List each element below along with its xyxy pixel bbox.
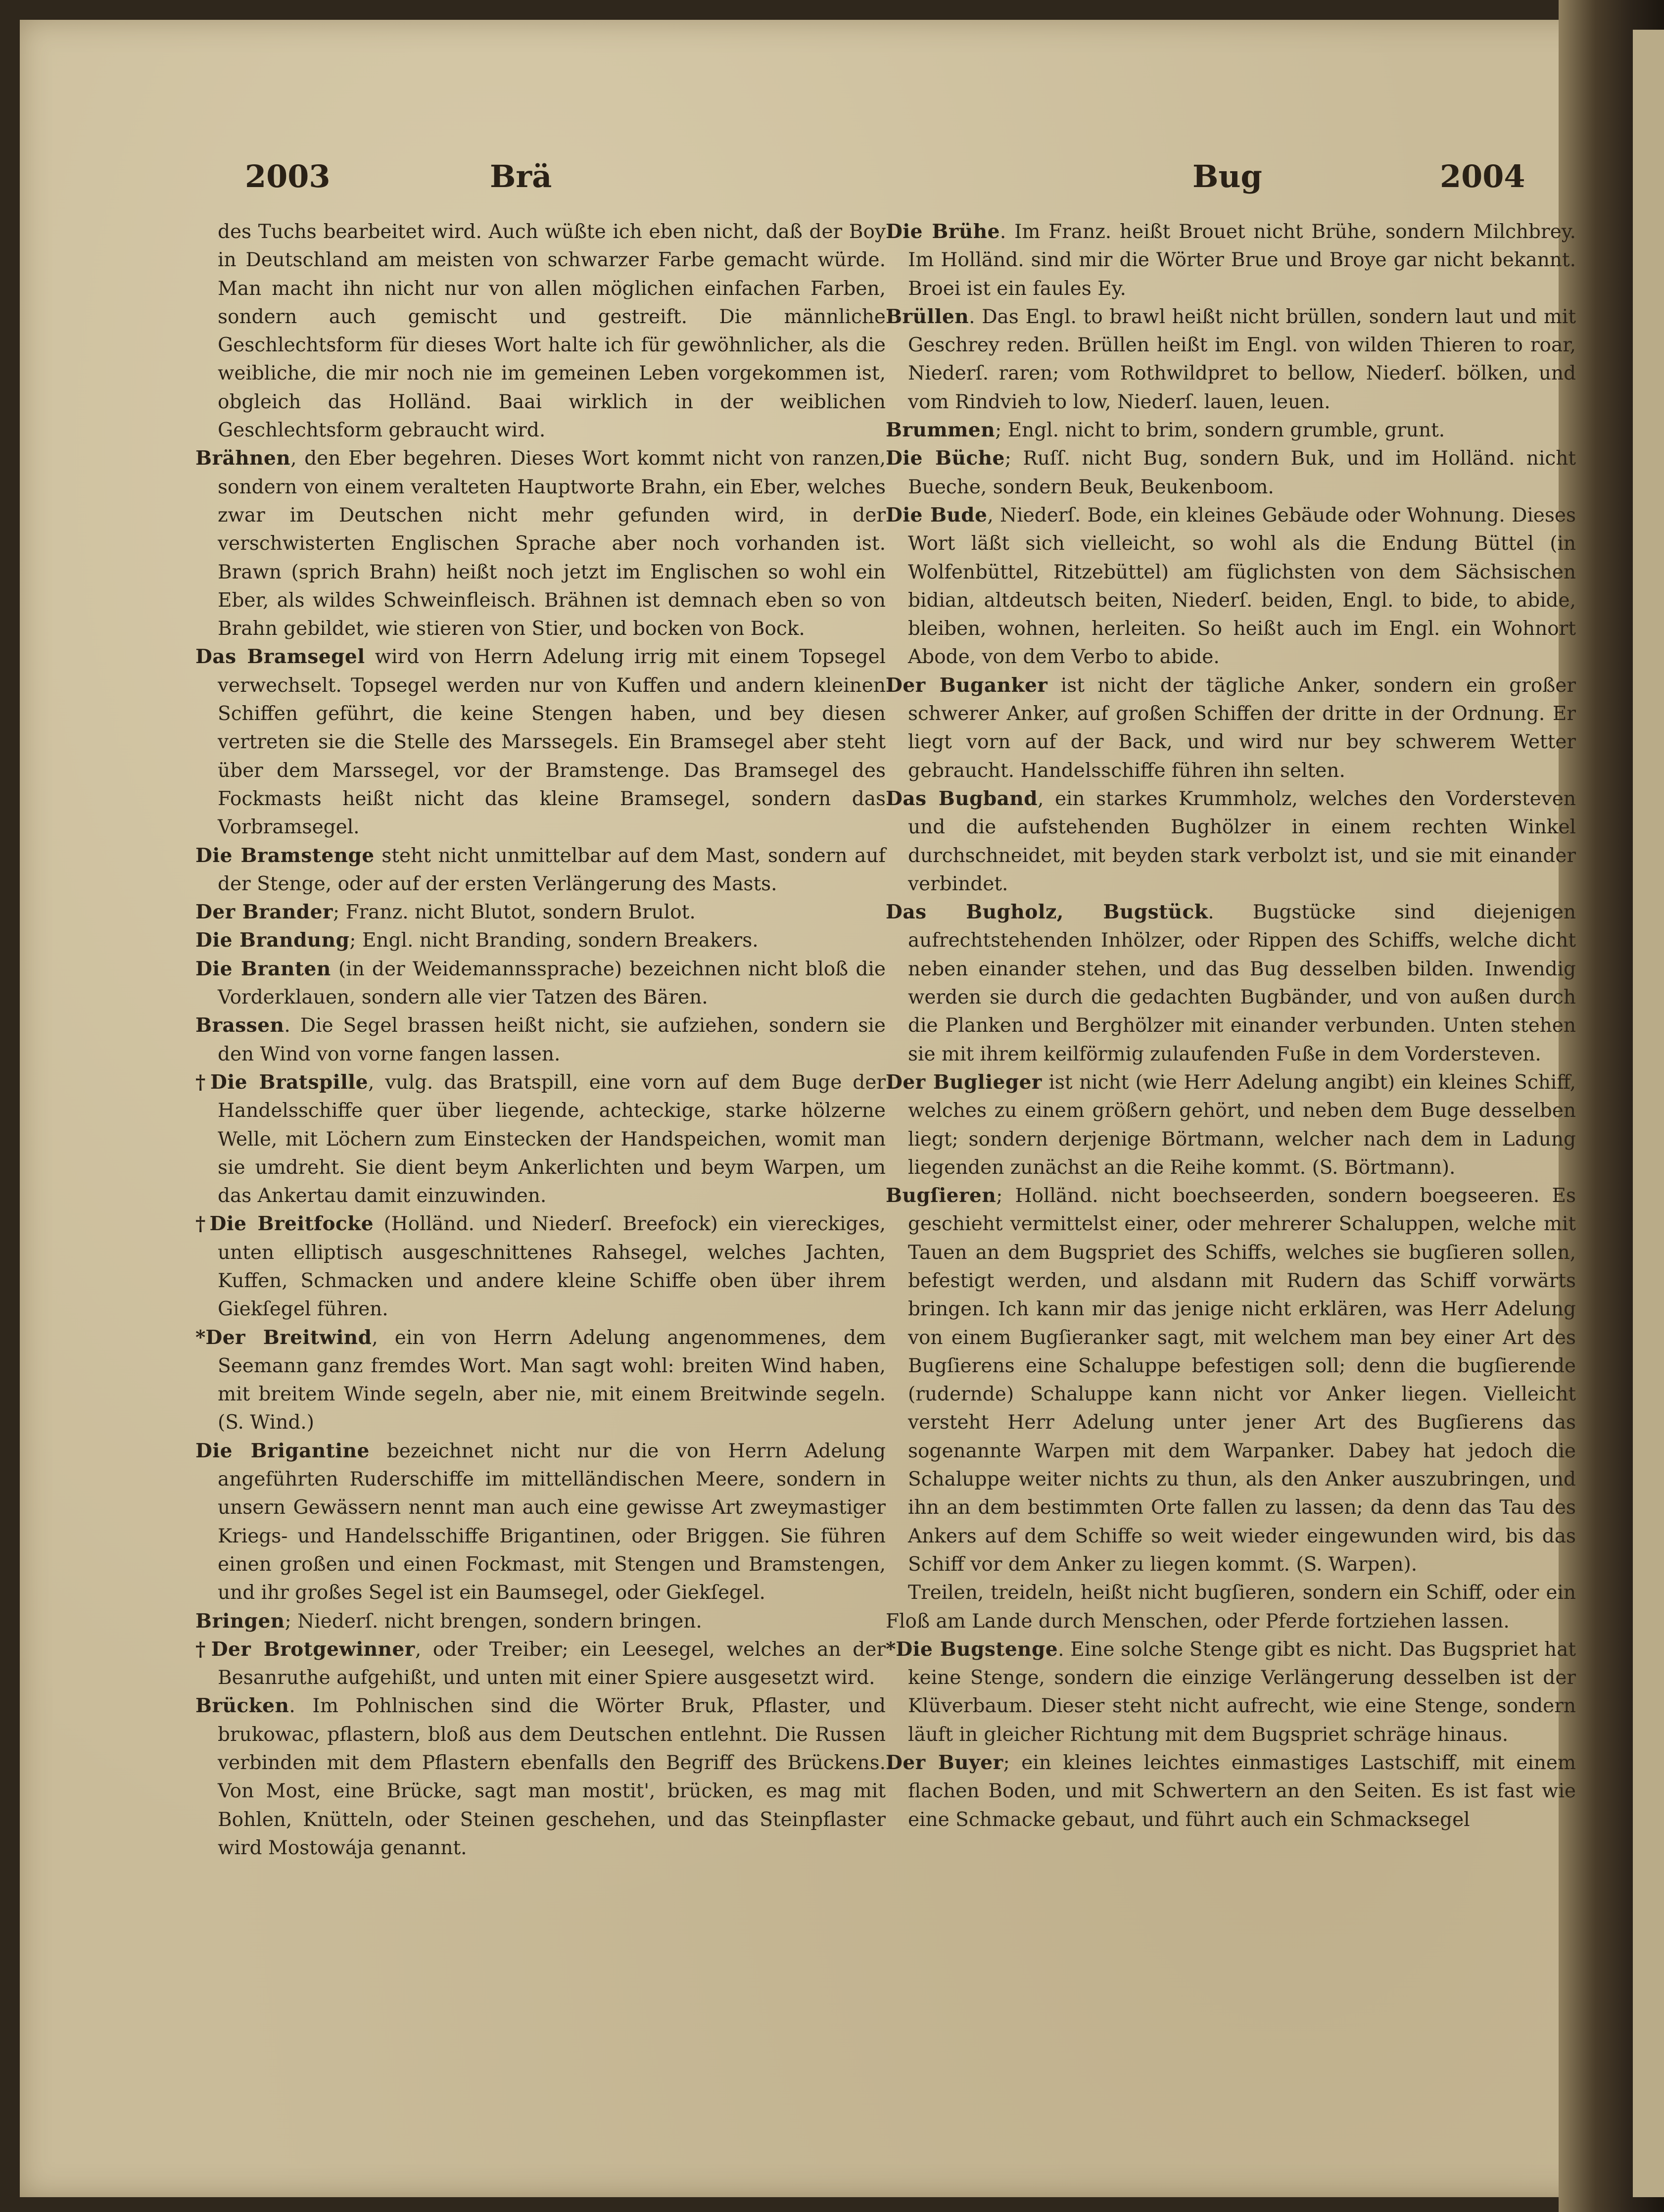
entry-text: Treilen, treideln, heißt nicht bugſieren, sondern ein Schiff, oder ein Floß am Lande durch Menschen, oder Pferde fortziehen lassen. — [886, 1582, 1576, 1633]
entry-text: ; Engl. nicht Branding, sondern Breakers. — [349, 929, 759, 952]
entry-text: ; Engl. nicht to brim, sondern grumble, grunt. — [995, 419, 1445, 442]
dictionary-entry — [195, 955, 886, 1012]
entry-text: . Die Segel brassen heißt nicht, sie aufziehen, sondern sie den Wind von vorne fangen lassen. — [218, 1014, 886, 1065]
dictionary-entry — [886, 444, 1576, 501]
entry-text: ; Ruſſ. nicht Bug, sondern Buk, und im Holländ. nicht Bueche, sondern Beuk, Beukenboom. — [908, 447, 1576, 498]
entry-headword: Die Brühe — [886, 220, 1000, 243]
dictionary-entry — [195, 1635, 886, 1692]
dictionary-entry — [195, 1607, 886, 1635]
entry-text: . Im Pohlnischen sind die Wörter Bruk, Pflaster, und brukowac, pflastern, bloß aus dem Deutschen entlehnt. Die Russen verbinden mit dem Pflastern ebenfalls den Begriff des Brückens. Von Most, eine Brücke, sagt man mostit', brücken, es mag mit Bohlen, Knütteln, oder Steinen geschehen, und das Steinpflaster wird Mostowája genannt. — [218, 1695, 886, 1859]
entry-headword: Der Brotgewinner — [211, 1637, 415, 1661]
right-column — [886, 218, 1576, 1834]
entry-marker: † — [195, 1212, 210, 1236]
entry-headword: Die Büche — [886, 447, 1005, 470]
entry-text: , ein von Herrn Adelung angenommenes, dem Seemann ganz fremdes Wort. Man sagt wohl: breiten Wind haben, mit breitem Winde segeln, aber nie, mit einem Breitwinde segeln. (S. Wind.) — [218, 1326, 886, 1434]
entry-headword: Die Brandung — [195, 929, 350, 952]
entry-marker: * — [886, 1637, 896, 1661]
page-number-right: 2004 — [1440, 158, 1525, 194]
entry-text: ist nicht (wie Herr Adelung angibt) ein kleines Schiff, welches zu einem größern gehört, und neben dem Buge desselben liegt; sondern derjenige Börtmann, welcher nach dem in Ladung liegenden zunächst an die Reihe kommt. (S. Börtmann). — [908, 1071, 1576, 1179]
dictionary-entry — [195, 1011, 886, 1068]
dictionary-entry — [886, 898, 1576, 1068]
entry-text: wird von Herrn Adelung irrig mit einem Topsegel verwechselt. Topsegel werden nur von Kuffen und andern kleinen Schiffen geführt, die keine Stengen haben, und bey diesen vertreten sie die Stelle des Marssegels. Ein Bramsegel aber steht über dem Marssegel, vor der Bramstenge. Das Bramsegel des Fockmasts heißt nicht das kleine Bramsegel, sondern das Vorbramsegel. — [218, 646, 886, 839]
dictionary-entry — [195, 1324, 886, 1437]
entry-headword: Brassen — [195, 1014, 285, 1037]
entry-text: ist nicht der tägliche Anker, sondern ein großer schwerer Anker, auf großen Schiffen der dritte in der Ordnung. Er liegt vorn auf der Back, und wird nur bey schwerem Wetter gebraucht. Handelsschiffe führen ihn selten. — [908, 674, 1576, 782]
entry-headword: Die Bugstenge — [896, 1637, 1058, 1661]
entry-text: bezeichnet nicht nur die von Herrn Adelung angeführten Ruderschiffe im mittelländischen Meere, sondern in unsern Gewässern nennt man auch eine gewisse Art zweymastiger Kriegs- und Handelsschiffe Brigantinen, oder Briggen. Sie führen einen großen und einen Fockmast, mit Stengen und Bramstengen, und ihr großes Segel ist ein Baumsegel, oder Giekſegel. — [218, 1440, 886, 1604]
entry-headword: Brummen — [886, 419, 996, 442]
entry-text: . Bugstücke sind diejenigen aufrechtstehenden Inhölzer, oder Rippen des Schiffs, welche dicht neben einander stehen, und das Bug desselben bilden. Inwendig werden sie durch die gedachten Bugbänder, und von außen durch die Planken und Berghölzer mit einander verbunden. Unten stehen sie mit ihrem keilförmig zulaufenden Fuße in dem Vordersteven. — [908, 901, 1576, 1065]
dictionary-entry — [195, 842, 886, 899]
dictionary-entry — [886, 785, 1576, 898]
running-head-left: Brä — [490, 158, 552, 194]
dictionary-entry — [886, 1068, 1576, 1182]
next-page-edge — [1633, 30, 1664, 2197]
dictionary-entry — [886, 672, 1576, 785]
entry-marker: † — [195, 1637, 211, 1661]
entry-text: ; Niederſ. nicht brengen, sondern bringen. — [285, 1610, 702, 1633]
entry-text: , ein starkes Krummholz, welches den Vordersteven und die aufstehenden Bughölzer in einem rechten Winkel durchschneidet, mit beyden stark verbolzt ist, und sie mit einander verbindet. — [908, 787, 1576, 895]
dictionary-entry — [195, 218, 886, 444]
entry-text: steht nicht unmittelbar auf dem Mast, sondern auf der Stenge, oder auf der ersten Verlängerung des Masts. — [218, 844, 886, 895]
entry-headword: Das Bugholz, Bugstück — [886, 901, 1208, 924]
dictionary-entry — [886, 303, 1576, 416]
entry-text: , Niederſ. Bode, ein kleines Gebäude oder Wohnung. Dieses Wort läßt sich vielleicht, so wohl als die Endung Büttel (in Wolfenbüttel, Ritzebüttel) am füglichsten von dem Sächsischen bidian, altdeutsch beiten, Niederſ. beiden, Engl. to bide, to abide, bleiben, wohnen, herleiten. So heißt auch im Engl. ein Wohnort Abode, von dem Verbo to abide. — [908, 504, 1576, 669]
dictionary-entry — [886, 1749, 1576, 1834]
entry-headword: Die Bramstenge — [195, 844, 375, 867]
left-column — [195, 218, 886, 1862]
dictionary-entry — [195, 898, 886, 926]
entry-text: ; Holländ. nicht boechseerden, sondern boegseeren. Es geschieht vermittelst einer, oder mehrerer Schaluppen, welche mit Tauen an dem Bugspriet des Schiffs, welches sie bugſieren sollen, befestigt werden, und alsdann mit Rudern das Schiff vorwärts bringen. Ich kann mir das jenige nicht erklären, was Herr Adelung von einem Bugſieranker sagt, mit welchem man bey einer Art des Bugſierens eine Schaluppe befestigen soll; denn die bugſierende (rudernde) Schaluppe kann nicht vor Anker liegen. Vielleicht versteht Herr Adelung unter jener Art des Bugſierens das sogenannte Warpen mit dem Warpanker. Dabey hat jedoch die Schaluppe weiter nichts zu thun, als den Anker auszubringen, und ihn an dem bestimmten Orte fallen zu lassen; da denn das Tau des Ankers auf dem Schiffe so weit wieder eingewunden wird, bis das Schiff vor dem Anker zu liegen kommt. (S. Warpen). — [908, 1185, 1576, 1576]
entry-headword: Der Buglieger — [886, 1070, 1042, 1094]
dictionary-entry — [886, 501, 1576, 672]
dictionary-entry — [195, 1068, 886, 1210]
dictionary-entry — [886, 218, 1576, 303]
entry-marker: * — [195, 1326, 206, 1349]
entry-text: ; Franz. nicht Blutot, sondern Brulot. — [333, 901, 696, 924]
entry-headword: Bugſieren — [886, 1184, 997, 1207]
dictionary-entry — [886, 1579, 1576, 1635]
dictionary-entry — [195, 643, 886, 841]
entry-text: (in der Weidemannssprache) bezeichnen nicht bloß die Vorderklauen, sondern alle vier Tatzen des Bären. — [218, 958, 886, 1009]
entry-headword: Die Brigantine — [195, 1439, 370, 1462]
entry-text: des Tuchs bearbeitet wird. Auch wüßte ich eben nicht, daß der Boy in Deutschland am meisten von schwarzer Farbe gemacht würde. Man macht ihn nicht nur von allen möglichen einfachen Farben, sondern auch gemischt und gestreift. Die männliche Geschlechtsform für dieses Wort halte ich für gewöhnlicher, als die weibliche, die mir noch nie im gemeinen Leben vorgekommen ist, obgleich das Holländ. Baai wirklich in der weiblichen Geschlechtsform gebraucht wird. — [218, 221, 886, 442]
entry-text: . Eine solche Stenge gibt es nicht. Das Bugspriet hat keine Stenge, sondern die einzige Verlängerung desselben ist der Klüverbaum. Dieser steht nicht aufrecht, wie eine Stenge, sondern läuft in gleicher Richtung mit dem Bugspriet schräge hinaus. — [908, 1638, 1576, 1746]
entry-headword: Die Breitfocke — [209, 1212, 374, 1236]
dictionary-entry — [886, 416, 1576, 444]
entry-headword: Brücken — [195, 1694, 289, 1718]
entry-headword: Der Brander — [195, 901, 333, 924]
entry-text: . Im Franz. heißt Brouet nicht Brühe, sondern Milchbrey. Im Holländ. sind mir die Wörter Brue und Broye gar nicht bekannt. Broei ist ein faules Ey. — [908, 221, 1576, 300]
dictionary-entry — [886, 1182, 1576, 1579]
entry-headword: Der Breitwind — [205, 1326, 372, 1349]
entry-headword: Das Bramsegel — [195, 645, 365, 669]
dictionary-entry — [195, 444, 886, 643]
running-head-right: Bug — [1192, 158, 1262, 194]
entry-headword: Der Buganker — [886, 673, 1048, 697]
entry-text: , den Eber begehren. Dieses Wort kommt nicht von ranzen, sondern von einem veralteten Hauptworte Brahn, ein Eber, welches zwar im Deutschen nicht mehr gefunden wird, in der verschwisterten Englischen Sprache aber noch vorhanden ist. Brawn (sprich Brahn) heißt noch jetzt im Englischen so wohl ein Eber, als wildes Schweinfleisch. Brähnen ist demnach eben so von Brahn gebildet, wie stieren von Stier, und bocken von Bock. — [218, 447, 886, 640]
entry-headword: Der Buyer — [886, 1751, 1003, 1775]
dictionary-entry — [195, 926, 886, 955]
dictionary-entry — [886, 1635, 1576, 1749]
entry-text: (Holländ. und Niederſ. Breefock) ein viereckiges, unten elliptisch ausgeschnittenes Rahsegel, welches Jachten, Kuffen, Schmacken und andere kleine Schiffe oben über ihrem Giekſegel führen. — [218, 1213, 886, 1321]
entry-headword: Bringen — [195, 1609, 285, 1633]
entry-marker: † — [195, 1070, 211, 1094]
page-number-left: 2003 — [245, 158, 331, 194]
entry-headword: Brüllen — [886, 305, 969, 328]
dictionary-entry — [195, 1692, 886, 1862]
entry-headword: Die Branten — [195, 957, 331, 980]
entry-text: . Das Engl. to brawl heißt nicht brüllen, sondern laut und mit Geschrey reden. Brüllen heißt im Engl. von wilden Thieren to roar, Niederſ. raren; vom Rothwildpret to bellow, Niederſ. bölken, und vom Rindvieh to low, Niederſ. lauen, leuen. — [908, 305, 1576, 413]
dictionary-entry — [195, 1437, 886, 1607]
dictionary-entry — [195, 1210, 886, 1323]
entry-text: , vulg. das Bratspill, eine vorn auf dem Buge der Handelsschiffe quer über liegende, achteckige, starke hölzerne Welle, mit Löchern zum Einstecken der Handspeichen, womit man sie umdreht. Sie dient beym Ankerlichten und beym Warpen, um das Ankertau damit einzuwinden. — [218, 1071, 886, 1207]
entry-headword: Die Bratspille — [210, 1070, 368, 1094]
entry-headword: Die Bude — [886, 503, 988, 527]
entry-text: , oder Treiber; ein Leesegel, welches an der Besanruthe aufgehißt, und unten mit einer Spiere ausgesetzt wird. — [218, 1638, 886, 1689]
entry-headword: Das Bugband — [886, 787, 1038, 810]
entry-text: ; ein kleines leichtes einmastiges Lastschiff, mit einem flachen Boden, und mit Schwertern an den Seiten. Es ist fast wie eine Schmacke gebaut, und führt auch ein Schmacksegel — [908, 1752, 1576, 1831]
entry-headword: Brähnen — [195, 447, 291, 470]
